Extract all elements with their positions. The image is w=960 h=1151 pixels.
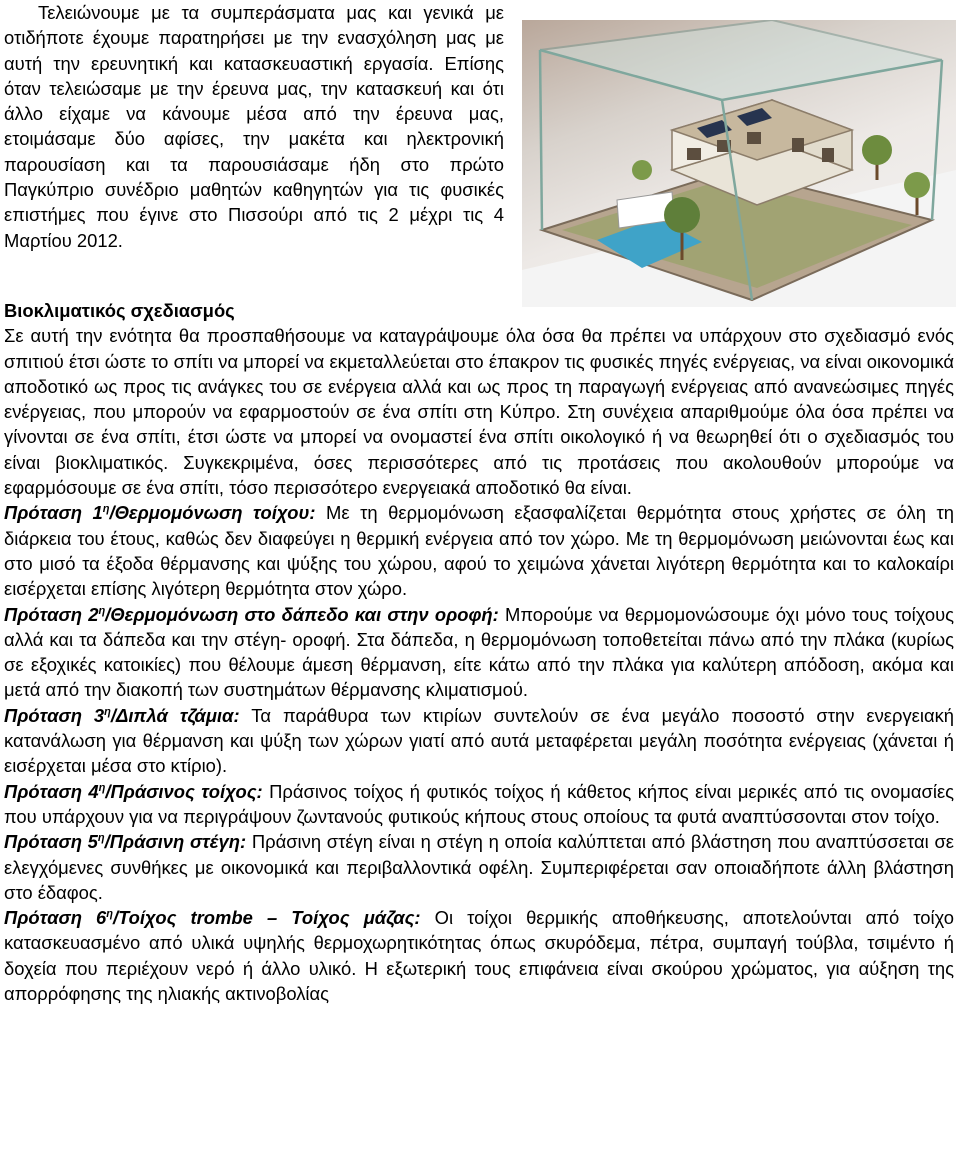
proposal-4: Πρόταση $4^\eta$/Πράσινος τοίχος: Πράσινος τοίχος ή φυτικός τοίχος ή κάθετος κήπος είναι μερικές από τις ονομασίες που υπάρχουν για να περιγράψουν ζωντανούς φυτικούς κήπους στους οποίους τα φυτά αναπτύσσονται στον τοίχο. [4, 780, 954, 827]
model-house-illustration [522, 20, 956, 307]
proposal-6-label: Πρόταση $6^\eta$/Τοίχος trombe – Τοίχος μάζας: [4, 907, 421, 929]
proposal-3: Πρόταση $3^\eta$/Διπλά τζάμια: Τα παράθυρα των κτιρίων συντελούν σε ένα μεγάλο ποσοστό στην ενεργειακή κατανάλωση για θέρμανση και ψύξη των χώρων γιατί από αυτά μεταφέρεται μεγάλη ποσότητα ενέργειας (χάνεται ή εισέρχεται μέσα στο κτίριο). [4, 704, 954, 777]
proposal-2-label: Πρόταση $2^\eta$/Θερμομόνωση στο δάπεδο και στην οροφή: [4, 603, 499, 625]
section-paragraph: Σε αυτή την ενότητα θα προσπαθήσουμε να καταγράψουμε όλα όσα θα πρέπει να υπάρχουν στο σχεδιασμό ενός σπιτιού έτσι ώστε το σπίτι να μπορεί να εκμεταλλεύεται στο έπακρον τις φυσικές πηγές ενέργειας, να είναι οικονομικά αποδοτικό ως προς τις ανάγκες του σε ενέργεια αλλά και ως προς τη παραγωγή ενέργειας από ανανεώσιμες πηγές ενέργειας, που μπορούν να εφαρμοστούν σε ένα σπίτι στη Κύπρο. Στη συνέχεια απαριθμούμε όλα όσα πρέπει να γίνονται σε ένα σπίτι, έτσι ώστε να μπορεί να ονομαστεί ένα σπίτι οικολογικό ή να θεωρηθεί ότι ο σχεδιασμός του είναι βιοκλιματικός. Συγκεκριμένα, όσες περισσότερες από τις προτάσεις που ακολουθούν μπορούμε να εφαρμόσουμε σε ένα σπίτι, τόσο περισσότερο ενεργειακά αποδοτικό θα είναι. [4, 325, 954, 499]
body-text [4, 298, 954, 1006]
proposal-6: Πρόταση $6^\eta$/Τοίχος trombe – Τοίχος μάζας: Οι τοίχοι θερμικής αποθήκευσης, αποτελούνται από τοίχο κατασκευασμένο από υλικά υψηλής θερμοχωρητικότητας όπως σκυρόδεμα, πέτρα, συμπαγή τούβλα, τσιμέντο ή δοχεία που περιέχουν νερό ή άλλο υλικό. Η εξωτερική τους επιφάνεια είναι σκούρου χρώματος, για αύξηση της απορρόφησης της ηλιακής ακτινοβολίας [4, 907, 955, 1005]
proposal-5: Πρόταση $5^\eta$/Πράσινη στέγη: Πράσινη στέγη είναι η στέγη η οποία καλύπτεται από βλάστηση που αναπτύσσεται σε ελεγχόμενες συνθήκες με οικονομικά και περιβαλλοντικά οφέλη. Συμπεριφέρεται σαν οποιαδήποτε άλλη βλάστηση στο έδαφος. [4, 831, 955, 903]
proposal-2: Πρόταση $2^\eta$/Θερμομόνωση στο δάπεδο και στην οροφή: Μπορούμε να θερμομονώσουμε όχι μόνο τους τοίχους αλλά και τα δάπεδα και την στέγη- οροφή. Στα δάπεδα, η θερμομόνωση τοποθετείται πάνω από την πλάκα (κυρίως σε εξοχικές κατοικίες) που θέλουμε άμεση θέρμανση, είτε κάτω από την πλάκα για καλύτερη απόδοση, ακόμα και μετά από την διακοπή των συστημάτων θέρμανσης κλιματισμού. [4, 603, 955, 701]
proposal-1-label: Πρόταση $1^\eta$/Θερμομόνωση τοίχου: [4, 502, 316, 524]
section-heading: Βιοκλιματικός σχεδιασμός [4, 300, 235, 321]
proposal-3-label: Πρόταση $3^\eta$/Διπλά τζάμια: [4, 704, 240, 726]
model-house-photo [522, 20, 956, 307]
proposal-5-label: Πρόταση $5^\eta$/Πράσινη στέγη: [4, 831, 247, 853]
proposal-1: Πρόταση $1^\eta$/Θερμομόνωση τοίχου: Με τη θερμομόνωση εξασφαλίζεται θερμότητα στους χρήστες σε όλη τη διάρκεια του έτους, καθώς δεν διαφεύγει η θερμική ενέργεια από τον χώρο. Με τη θερμομόνωση μειώνονται έως και στο μισό τα έξοδα θέρμανσης και ψύξης του χώρου, αφού το χειμώνα χάνεται λιγότερη θερμότητα και το καλοκαίρι εισέρχεται επίσης λιγότερη θερμότητα στον χώρο. [4, 502, 954, 600]
intro-paragraph: Τελειώνουμε με τα συμπεράσματα μας και γενικά με οτιδήποτε έχουμε παρατηρήσει με την ενασχόληση μας με αυτή την ερευνητική και κατασκευαστική εργασία. Επίσης όταν τελειώσαμε με την έρευνα μας, την κατασκευή και ότι άλλο είχαμε να κάνουμε μέσα από την έρευνα μας, ετοιμάσαμε δύο αφίσες, την μακέτα και ηλεκτρονική παρουσίαση και τα παρουσιάσαμε ήδη στο πρώτο Παγκύπριο συνέδριο μαθητών καθηγητών για τις φυσικές επιστήμες που έγινε στο Πισσούρι από τις 2 μέχρι τις 4 Μαρτίου 2012. [4, 2, 504, 251]
proposal-4-label: Πρόταση $4^\eta$/Πράσινος τοίχος: [4, 780, 263, 802]
